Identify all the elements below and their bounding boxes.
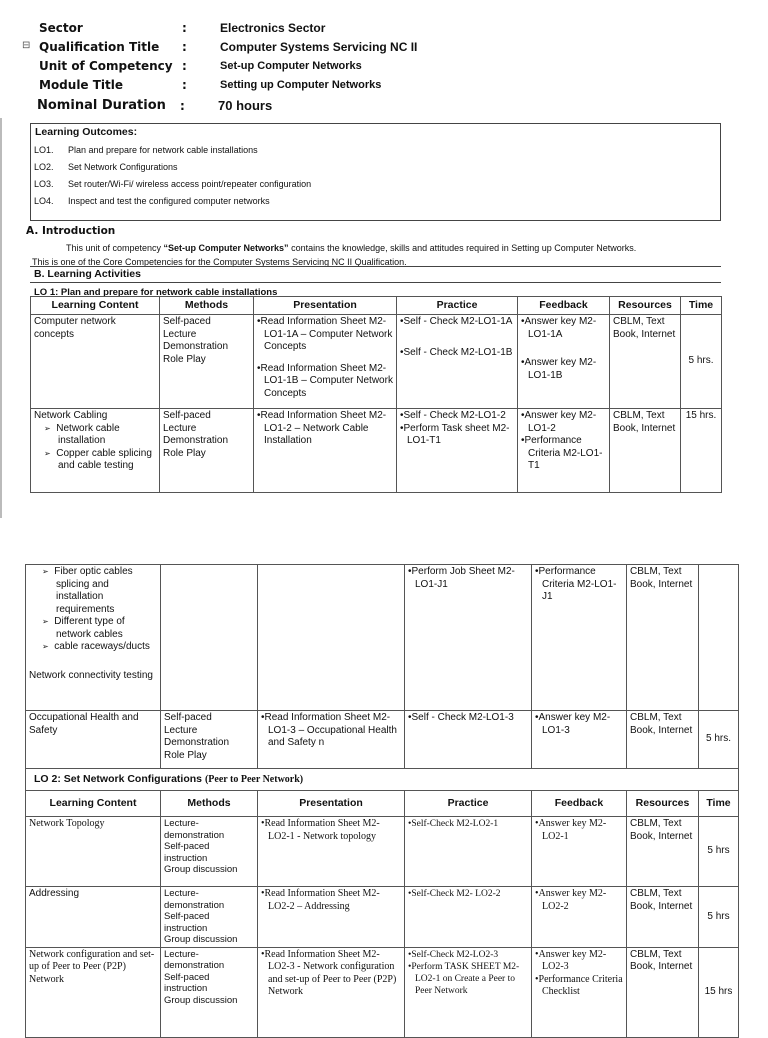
intro-paragraph bbox=[66, 242, 636, 254]
lo2-title-row bbox=[26, 769, 739, 791]
cell-presentation bbox=[258, 565, 405, 711]
cell-feedback bbox=[518, 409, 610, 493]
col-header: Methods bbox=[160, 297, 254, 315]
col-header: Resources bbox=[610, 297, 681, 315]
content-title: Network Cabling bbox=[34, 410, 108, 421]
cell-presentation bbox=[258, 817, 405, 887]
header-value-duration: 70 hours bbox=[218, 98, 273, 113]
cell-practice bbox=[405, 887, 532, 948]
method-item: Lecture-demonstration bbox=[164, 888, 225, 911]
outcome-text: Plan and prepare for network cable installations bbox=[68, 145, 258, 155]
cell-time: 5 hrs bbox=[699, 887, 739, 948]
method-item: Demonstration bbox=[164, 737, 230, 748]
table-row bbox=[26, 887, 739, 948]
method-item: Lecture-demonstration bbox=[164, 948, 225, 971]
content-sub-item: ➢ Copper cable splicing and cable testing bbox=[44, 447, 152, 471]
cell-resources: CBLM, Text Book, Internet bbox=[627, 565, 699, 711]
table-header-row bbox=[31, 297, 722, 315]
lo1-table bbox=[30, 296, 722, 493]
header-value-sector: Electronics Sector bbox=[220, 21, 326, 35]
intro-quote: “Set-up Computer Networks” bbox=[163, 243, 289, 253]
cell-feedback bbox=[532, 565, 627, 711]
method-item: Role Play bbox=[163, 447, 206, 459]
header-value-unit: Set-up Computer Networks bbox=[220, 60, 362, 72]
arrow-bullet-icon: ➢ bbox=[42, 642, 49, 651]
cell-content: Computer network concepts bbox=[31, 315, 160, 409]
practice-item: •Perform Task sheet M2-LO1-T1 bbox=[400, 422, 510, 446]
cell-content: Occupational Health and Safety bbox=[26, 711, 161, 769]
method-item: Lecture bbox=[163, 422, 197, 434]
intro-post: contains the knowledge, skills and attitudes required in Setting up Computer Networks. bbox=[288, 243, 637, 253]
presentation-item: •Read Information Sheet M2-LO2-2 – Addressing bbox=[261, 888, 380, 912]
cell-time bbox=[699, 565, 739, 711]
practice-item: •Self-Check M2- LO2-2 bbox=[408, 889, 501, 899]
col-header: Time bbox=[681, 297, 722, 315]
cell-time: 5 hrs. bbox=[699, 711, 739, 769]
header-value-module: Setting up Computer Networks bbox=[220, 79, 382, 91]
header-label-duration: Nominal Duration bbox=[37, 98, 166, 113]
cell-practice bbox=[405, 565, 532, 711]
arrow-bullet-icon: ➢ bbox=[44, 448, 51, 458]
feedback-item: •Answer key M2-LO2-2 bbox=[535, 888, 607, 912]
col-header: Feedback bbox=[518, 297, 610, 315]
lo2-title: LO 2: Set Network Configurations (Peer to Peer Network) bbox=[26, 769, 739, 791]
page-edge bbox=[0, 118, 2, 518]
intro-pre: This unit of competency bbox=[66, 243, 164, 253]
divider bbox=[30, 282, 721, 283]
practice-item: •Self - Check M2-LO1-2 bbox=[400, 410, 506, 421]
method-item: Self-paced bbox=[163, 316, 211, 327]
header-value-qualification: Computer Systems Servicing NC II bbox=[220, 40, 418, 54]
content-title: Network connectivity testing bbox=[29, 669, 153, 681]
col-header: Methods bbox=[161, 791, 258, 817]
cell-time: 15 hrs. bbox=[681, 409, 722, 493]
presentation-item: •Read Information Sheet M2-LO1-1B – Computer Network Concepts bbox=[257, 362, 393, 399]
col-header: Learning Content bbox=[31, 297, 160, 315]
cell-content bbox=[31, 409, 160, 493]
header-sep: : bbox=[182, 59, 187, 73]
cell-feedback bbox=[532, 817, 627, 887]
cell-methods bbox=[161, 565, 258, 711]
feedback-item: •Performance Criteria M2-LO1-T1 bbox=[521, 435, 603, 471]
header-label-module: Module Title bbox=[39, 78, 124, 92]
presentation-item: •Read Information Sheet M2-LO2-1 - Network topology bbox=[261, 818, 380, 842]
learning-outcomes-box bbox=[30, 123, 721, 221]
cell-methods bbox=[161, 817, 258, 887]
presentation-item: •Read Information Sheet M2-LO1-3 – Occupational Health and Safety n bbox=[261, 712, 397, 748]
practice-item: •Self-Check M2-LO2-3 bbox=[408, 949, 499, 960]
content-sub-item: ➢ cable raceways/ducts bbox=[42, 641, 150, 652]
col-header: Presentation bbox=[258, 791, 405, 817]
outcome-text: Inspect and test the configured computer networks bbox=[68, 196, 270, 206]
cell-resources: CBLM, Text Book, Internet bbox=[610, 315, 681, 409]
table-header-row bbox=[26, 791, 739, 817]
feedback-item: •Answer key M2-LO1-1B bbox=[521, 357, 597, 381]
cell-methods bbox=[161, 887, 258, 948]
table-row bbox=[31, 409, 722, 493]
activities-heading: B. Learning Activities bbox=[34, 268, 141, 280]
method-item: Group discussion bbox=[164, 864, 238, 875]
header-label-qualification: Qualification Title bbox=[39, 40, 160, 54]
arrow-bullet-icon: ➢ bbox=[42, 567, 49, 576]
content-sub-item: ➢ Different type of network cables bbox=[42, 616, 125, 640]
cell-practice bbox=[405, 817, 532, 887]
method-item: Lecture-demonstration bbox=[164, 818, 225, 841]
method-item: Self-paced bbox=[164, 712, 212, 723]
cell-resources: CBLM, Text Book, Internet bbox=[627, 817, 699, 887]
presentation-item: •Read Information Sheet M2-LO1-1A – Computer Network Concepts bbox=[257, 316, 393, 352]
method-item: Lecture bbox=[164, 724, 198, 736]
method-item: Role Play bbox=[163, 353, 206, 365]
divider bbox=[30, 266, 721, 267]
cell-resources: CBLM, Text Book, Internet bbox=[627, 711, 699, 769]
cell-time: 5 hrs bbox=[699, 817, 739, 887]
col-header: Learning Content bbox=[26, 791, 161, 817]
cell-presentation bbox=[254, 315, 397, 409]
cell-practice bbox=[397, 315, 518, 409]
content-sub-item: ➢ Fiber optic cables splicing and installation requirements bbox=[42, 566, 133, 615]
arrow-bullet-icon: ➢ bbox=[42, 617, 49, 626]
outcome-code: LO3. bbox=[34, 179, 54, 189]
table-row bbox=[31, 315, 722, 409]
cell-presentation bbox=[258, 711, 405, 769]
feedback-item: •Answer key M2-LO1-2 bbox=[521, 410, 597, 434]
cell-methods bbox=[161, 711, 258, 769]
feedback-item: •Performance Criteria M2-LO1-J1 bbox=[535, 566, 617, 602]
feedback-item: •Answer key M2-LO1-1A bbox=[521, 316, 597, 340]
method-item: Group discussion bbox=[164, 994, 238, 1006]
intro-line2: This is one of the Core Competencies for the Computer Systems Servicing NC II Qualification. bbox=[32, 257, 407, 267]
header-sep: : bbox=[182, 78, 187, 92]
cell-resources: CBLM, Text Book, Internet bbox=[610, 409, 681, 493]
cell-time: 15 hrs bbox=[699, 947, 739, 1037]
presentation-item: •Read Information Sheet M2-LO1-2 – Network Cable Installation bbox=[257, 410, 387, 446]
method-item: Demonstration bbox=[163, 435, 229, 446]
lo1-title: LO 1: Plan and prepare for network cable installations bbox=[34, 287, 278, 298]
cell-practice bbox=[405, 711, 532, 769]
header-sep: : bbox=[182, 40, 187, 54]
cell-content: Network Topology bbox=[26, 817, 161, 887]
header-sep: : bbox=[180, 99, 185, 113]
col-header: Presentation bbox=[254, 297, 397, 315]
collapse-icon[interactable]: ⊟ bbox=[22, 40, 31, 51]
method-item: Group discussion bbox=[164, 934, 238, 945]
cell-practice bbox=[397, 409, 518, 493]
outcome-text: Set router/Wi-Fi/ wireless access point/repeater configuration bbox=[68, 179, 312, 189]
content-sub-item: ➢ Network cable installation bbox=[44, 422, 120, 446]
method-item: Demonstration bbox=[163, 341, 229, 352]
practice-item: •Perform TASK SHEET M2-LO2-1 on Create a Peer to Peer Network bbox=[408, 961, 520, 996]
practice-item: •Self - Check M2-LO1-3 bbox=[408, 712, 514, 723]
method-item: Lecture bbox=[163, 328, 197, 340]
cell-time: 5 hrs. bbox=[681, 315, 722, 409]
outcome-code: LO1. bbox=[34, 145, 54, 155]
header-label-sector: Sector bbox=[39, 21, 83, 35]
feedback-item: •Answer key M2-LO2-1 bbox=[535, 818, 607, 842]
outcomes-title: Learning Outcomes: bbox=[35, 126, 138, 138]
practice-item: •Perform Job Sheet M2-LO1-J1 bbox=[408, 566, 515, 590]
practice-item: •Self - Check M2-LO1-1B bbox=[400, 346, 513, 358]
cell-feedback bbox=[518, 315, 610, 409]
practice-item: •Self-Check M2-LO2-1 bbox=[408, 819, 499, 829]
method-item: Role Play bbox=[164, 749, 207, 761]
method-item: Self-paced instruction bbox=[164, 911, 210, 934]
col-header: Time bbox=[699, 791, 739, 817]
feedback-item: •Answer key M2-LO1-3 bbox=[535, 712, 611, 736]
table-row bbox=[26, 565, 739, 711]
cell-presentation bbox=[254, 409, 397, 493]
arrow-bullet-icon: ➢ bbox=[44, 423, 51, 433]
cell-presentation bbox=[258, 887, 405, 948]
table-row bbox=[26, 711, 739, 769]
col-header: Resources bbox=[627, 791, 699, 817]
cell-resources: CBLM, Text Book, Internet bbox=[627, 947, 699, 1037]
method-item: Self-paced instruction bbox=[164, 841, 210, 864]
feedback-item: •Answer key M2-LO2-3 bbox=[535, 948, 607, 972]
outcome-text: Set Network Configurations bbox=[68, 162, 178, 172]
cell-methods bbox=[160, 409, 254, 493]
cell-content bbox=[26, 565, 161, 711]
outcome-code: LO2. bbox=[34, 162, 54, 172]
intro-heading: A. Introduction bbox=[26, 225, 116, 237]
cell-resources: CBLM, Text Book, Internet bbox=[627, 887, 699, 948]
table-row bbox=[26, 817, 739, 887]
cell-feedback bbox=[532, 711, 627, 769]
col-header: Feedback bbox=[532, 791, 627, 817]
col-header: Practice bbox=[405, 791, 532, 817]
feedback-item: •Performance Criteria Checklist bbox=[535, 973, 623, 997]
method-item: Self-paced instruction bbox=[164, 971, 210, 994]
cell-methods bbox=[160, 315, 254, 409]
presentation-item: •Read Information Sheet M2-LO2-3 - Network configuration and set-up of Peer to Peer (P2P) Network bbox=[261, 948, 397, 997]
cell-content: Network configuration and set-up of Peer to Peer (P2P) Network bbox=[26, 947, 161, 1037]
header-sep: : bbox=[182, 21, 187, 35]
lo1-continued-table bbox=[25, 564, 739, 1038]
method-item: Self-paced bbox=[163, 410, 211, 421]
header-label-unit: Unit of Competency bbox=[39, 59, 173, 73]
col-header: Practice bbox=[397, 297, 518, 315]
cell-feedback bbox=[532, 887, 627, 948]
cell-content: Addressing bbox=[26, 887, 161, 948]
practice-item: •Self - Check M2-LO1-1A bbox=[400, 316, 513, 327]
outcome-code: LO4. bbox=[34, 196, 54, 206]
